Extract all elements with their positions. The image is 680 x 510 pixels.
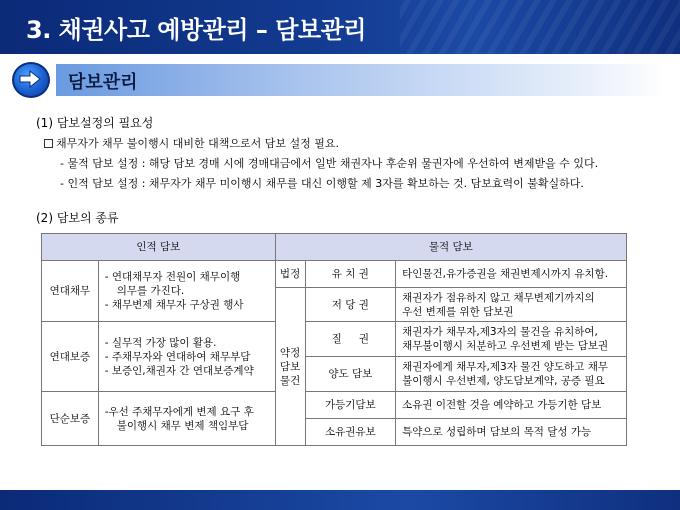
group-contract-line: 약정 (279, 346, 301, 359)
section1-item: - 물적 담보 설정 : 해당 담보 경매 시에 경매대금에서 일반 채권자나 후순위 물권자에 우선하여 변제받을 수 있다. (60, 157, 599, 170)
property-type-name: 유 치 권 (305, 261, 396, 288)
arrow-right-icon (18, 70, 42, 88)
group-contract (275, 288, 305, 446)
personal-type-desc (98, 392, 275, 446)
header-property: 물적 담보 (275, 234, 626, 261)
personal-type-name: 단순보증 (42, 392, 99, 446)
desc-line: -우선 주채무자에게 변제 요구 후 (104, 405, 254, 418)
desc-line: 채권자에게 채무자,제3자 물건 양도하고 채무 (402, 361, 609, 373)
table-row (42, 392, 627, 419)
section1-item: - 인적 담보 설정 : 채무자가 채무 미이행시 채무를 대신 이행할 제 3자를 확보하는 것. 담보효력이 불확실하다. (60, 177, 584, 190)
banner-bar (56, 64, 668, 96)
checkbox-square-icon (44, 139, 53, 148)
personal-type-desc (98, 322, 275, 392)
desc-line: 의무를 가진다. (116, 285, 185, 297)
desc-line: 채권자가 채무자,제3자의 물건을 유치하여, (402, 326, 598, 338)
desc-line: 우선 변제를 위한 담보권 (402, 305, 514, 318)
property-type-desc (396, 261, 627, 288)
property-type-name: 저 당 권 (305, 288, 396, 322)
property-type-desc (396, 357, 627, 392)
section1-heading: (1) 담보설정의 필요성 (36, 116, 154, 130)
collateral-types-table (41, 233, 627, 446)
desc-line: 소유권 이전할 것을 예약하고 가등기한 담보 (402, 399, 602, 411)
section-banner (8, 62, 672, 98)
header-bar (0, 0, 680, 54)
desc-line: - 채무변제 채무자 구상권 행사 (104, 299, 244, 311)
desc-line: 채무불이행시 처분하고 우선변제 받는 담보권 (402, 340, 609, 352)
desc-line: 불이행시 우선변제, 양도담보계약, 공증 필요 (402, 375, 605, 387)
group-contract-line: 물건 (279, 374, 301, 387)
property-type-name: 양도 담보 (305, 357, 396, 392)
desc-line: - 보증인,채권자 간 연대보증계약 (104, 364, 254, 377)
property-type-desc (396, 288, 627, 322)
page-title: 3. 채권사고 예방관리 – 담보관리 (26, 16, 366, 44)
group-contract-line: 담보 (279, 360, 301, 373)
personal-type-name: 연대채무 (42, 261, 99, 322)
header-personal: 인적 담보 (42, 234, 276, 261)
property-type-desc (396, 419, 627, 446)
desc-line: 타인물건,유가증권을 채권변제시까지 유치함. (402, 268, 609, 280)
banner-title: 담보관리 (68, 72, 138, 93)
property-type-desc (396, 322, 627, 357)
desc-line: - 실무적 가장 많이 활용. (104, 336, 217, 349)
property-type-desc (396, 392, 627, 419)
section2-heading: (2) 담보의 종류 (36, 211, 119, 225)
footer-bar (0, 490, 680, 510)
desc-line: - 연대채무자 전원이 채무이행 (104, 271, 241, 283)
property-type-name: 가등기담보 (305, 392, 396, 419)
personal-type-desc (98, 261, 275, 322)
desc-line: 불이행시 채무 변제 책임부담 (116, 419, 249, 432)
group-statutory: 법정 (275, 261, 305, 288)
table-header-row (42, 234, 627, 261)
table-row (42, 261, 627, 288)
desc-line: - 주채무자와 연대하여 채무부담 (104, 350, 251, 363)
section1-bullet (44, 137, 339, 151)
property-type-name: 소유권유보 (305, 419, 396, 446)
property-type-name: 질 권 (305, 322, 396, 357)
personal-type-name: 연대보증 (42, 322, 99, 392)
desc-line: 특약으로 성립하며 담보의 목적 달성 가능 (402, 426, 592, 438)
table-row (42, 322, 627, 357)
desc-line: 채권자가 점유하지 않고 채무변제기까지의 (402, 291, 595, 304)
section1-bullet-text: 채무자가 채무 불이행시 대비한 대책으로서 담보 설정 필요. (56, 137, 339, 150)
